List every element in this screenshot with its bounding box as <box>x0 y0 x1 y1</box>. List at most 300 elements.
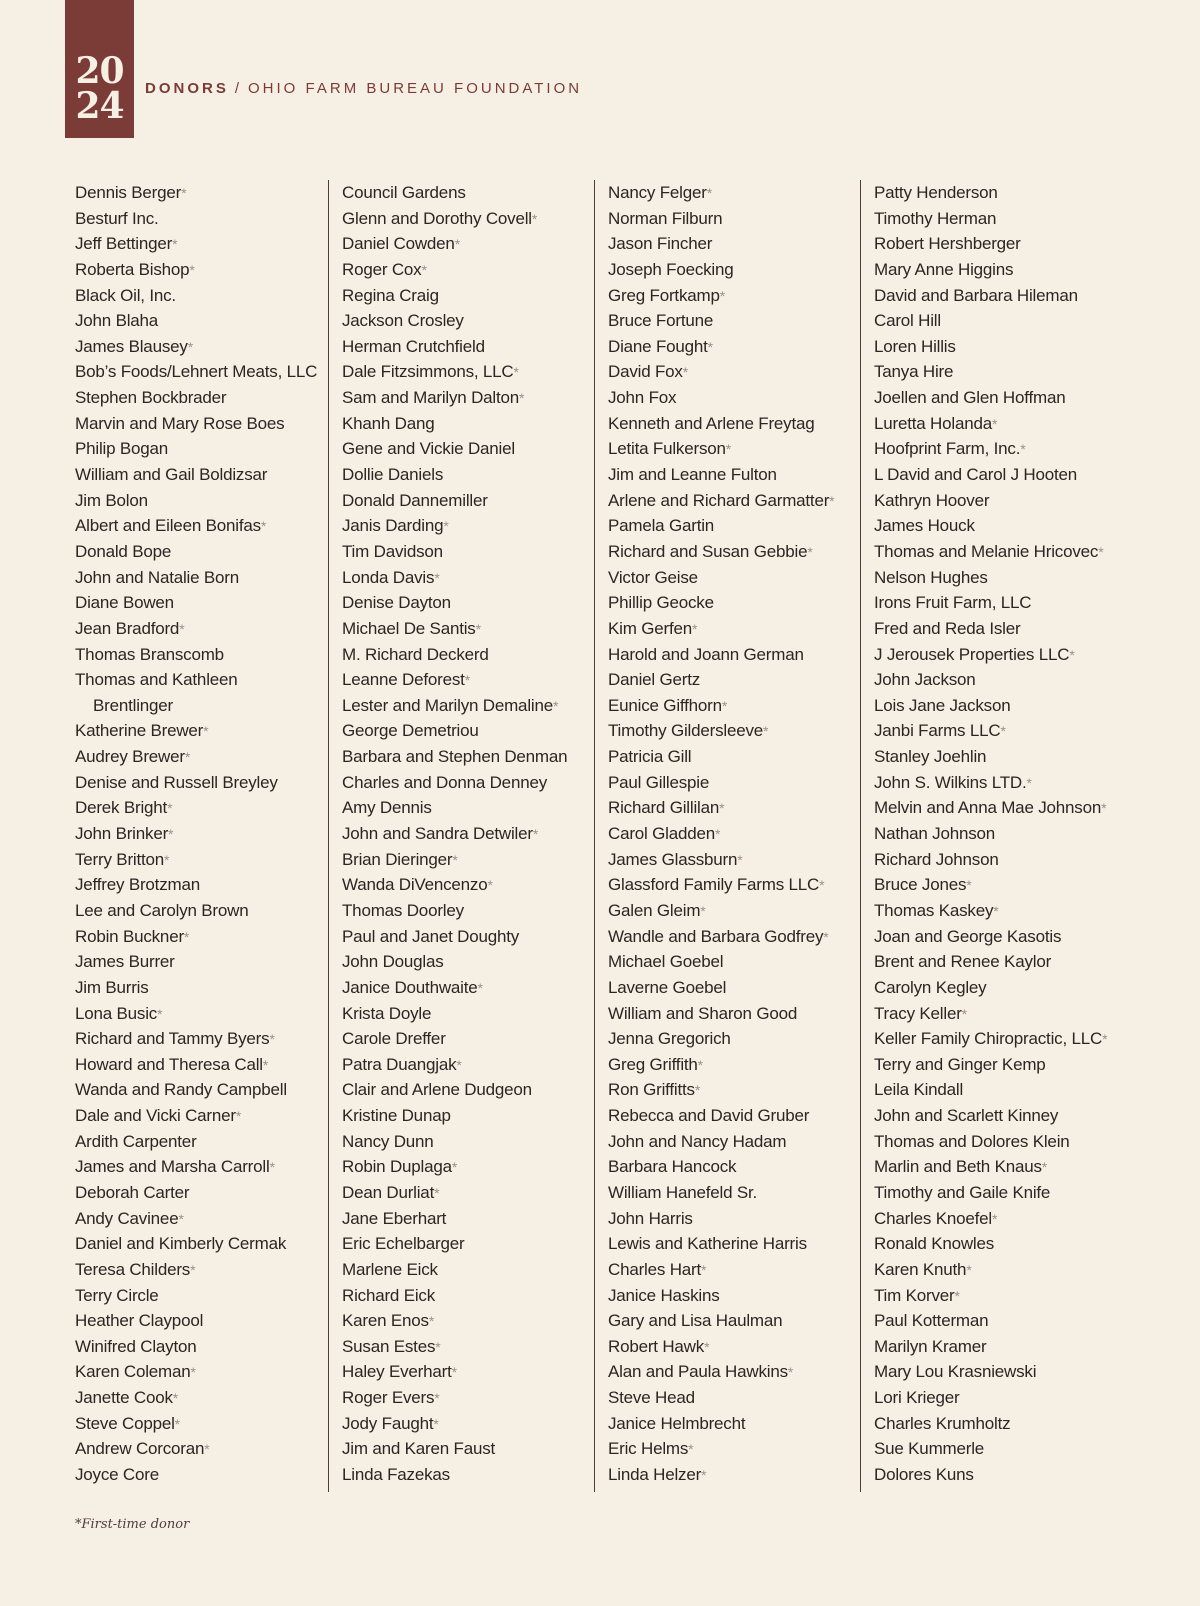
donor-name: Irons Fruit Farm, LLC <box>874 593 1032 613</box>
donor-entry <box>608 411 834 437</box>
donor-name: Roger Cox <box>342 259 422 279</box>
donor-entry <box>874 462 1107 488</box>
donor-name: Leanne Deforest <box>342 670 465 690</box>
donor-name: Glenn and Dorothy Covell <box>342 208 532 228</box>
first-time-donor-mark: * <box>452 851 458 868</box>
donor-name: Marlin and Beth Knaus <box>874 1157 1042 1177</box>
donor-name: Norman Filburn <box>608 208 723 228</box>
donor-entry <box>342 744 567 770</box>
donor-entry <box>75 283 317 309</box>
donor-name: Patricia Gill <box>608 747 692 767</box>
donor-name: Jane Eberhart <box>342 1208 447 1228</box>
donor-name: Jeffrey Brotzman <box>75 875 200 895</box>
first-time-donor-mark: * <box>464 672 470 689</box>
donor-name: Michael De Santis <box>342 618 476 638</box>
donor-entry <box>608 180 834 206</box>
donor-entry <box>75 667 317 693</box>
first-time-donor-mark: * <box>487 877 493 894</box>
donor-entry <box>874 847 1107 873</box>
first-time-donor-mark: * <box>1098 543 1104 560</box>
first-time-donor-mark: * <box>475 620 481 637</box>
donor-name: Joellen and Glen Hoffman <box>874 388 1066 408</box>
first-time-donor-mark: * <box>1102 1031 1108 1048</box>
donor-entry <box>342 565 567 591</box>
donor-name: Gary and Lisa Haulman <box>608 1311 783 1331</box>
donor-name: Donald Dannemiller <box>342 490 488 510</box>
donor-entry <box>608 1129 834 1155</box>
first-time-donor-mark: * <box>513 364 519 381</box>
donor-entry <box>874 872 1107 898</box>
donor-entry <box>342 1334 567 1360</box>
donor-entry <box>75 1001 317 1027</box>
donor-name: Charles Hart <box>608 1259 702 1279</box>
header-subtitle: OHIO FARM BUREAU FOUNDATION <box>248 80 583 97</box>
donor-entry <box>342 1359 567 1385</box>
donor-name: Daniel Cowden <box>342 234 455 254</box>
donor-name: Charles and Donna Denney <box>342 772 548 792</box>
donor-entry <box>874 590 1107 616</box>
first-time-donor-mark: * <box>829 492 835 509</box>
donor-entry <box>608 1436 834 1462</box>
donor-entry <box>342 411 567 437</box>
first-time-donor-mark: * <box>694 1082 701 1099</box>
donor-name: Janbi Farms LLC <box>874 721 1001 741</box>
donor-name: Daniel Gertz <box>608 670 701 690</box>
donor-entry <box>342 924 567 950</box>
donor-name: John Brinker <box>75 824 169 844</box>
donor-entry <box>75 642 317 668</box>
donor-entry <box>342 1026 567 1052</box>
first-time-donor-mark: * <box>719 287 725 304</box>
donor-entry <box>75 206 317 232</box>
donor-entry <box>608 693 834 719</box>
donor-name: Jean Bradford <box>75 618 180 638</box>
footnote: *First-time donor <box>75 1517 190 1532</box>
first-time-donor-mark: * <box>451 1364 457 1381</box>
donor-name: Wandle and Barbara Godfrey <box>608 926 824 946</box>
donor-entry <box>874 898 1107 924</box>
first-time-donor-mark: * <box>434 569 440 586</box>
donor-name: Andy Cavinee <box>75 1208 179 1228</box>
donor-name: Luretta Holanda <box>874 413 992 433</box>
donor-entry <box>608 667 834 693</box>
donor-name: John Jackson <box>874 670 976 690</box>
donor-name: Pamela Gartin <box>608 516 715 536</box>
donor-entry <box>75 1026 317 1052</box>
donor-name: Eric Echelbarger <box>342 1234 465 1254</box>
donor-name: Jim and Karen Faust <box>342 1439 496 1459</box>
donor-entry <box>874 616 1107 642</box>
donor-name: Diane Bowen <box>75 593 174 613</box>
donor-name: Howard and Theresa Call <box>75 1054 263 1074</box>
donor-name: L David and Carol J Hooten <box>874 465 1078 485</box>
donor-name: William and Sharon Good <box>608 1003 798 1023</box>
donor-entry <box>608 1231 834 1257</box>
donor-name: Deborah Carter <box>75 1182 190 1202</box>
donor-name: Jim Bolon <box>75 490 148 510</box>
first-time-donor-mark: * <box>1101 800 1107 817</box>
donor-name: John and Scarlett Kinney <box>874 1106 1059 1126</box>
donor-name: Jim Burris <box>75 977 149 997</box>
donor-entry <box>608 1283 834 1309</box>
first-time-donor-mark: * <box>190 1364 196 1381</box>
donor-name: Richard Gillilan <box>608 798 720 818</box>
donor-entry <box>75 411 317 437</box>
donor-name: Richard and Susan Gebbie <box>608 541 808 561</box>
donor-entry <box>874 1129 1107 1155</box>
donor-entry <box>342 1052 567 1078</box>
donor-name: Roberta Bishop <box>75 259 190 279</box>
donor-name: Carolyn Kegley <box>874 977 987 997</box>
first-time-donor-mark: * <box>707 338 713 355</box>
donor-entry <box>608 1308 834 1334</box>
donor-name: J Jerousek Properties LLC <box>874 644 1070 664</box>
header-title: DONORS <box>145 80 229 97</box>
donor-entry <box>608 436 834 462</box>
first-time-donor-mark: * <box>433 1415 439 1432</box>
first-time-donor-mark: * <box>1026 774 1032 791</box>
donor-entry <box>608 924 834 950</box>
donor-entry <box>874 1308 1107 1334</box>
donor-name: Wanda DiVencenzo <box>342 875 488 895</box>
donor-name: Brentlinger <box>93 695 174 715</box>
donor-entry <box>608 1180 834 1206</box>
donor-entry <box>75 1411 317 1437</box>
donor-name: Carol Hill <box>874 311 941 331</box>
donor-entry <box>342 590 567 616</box>
donor-entry <box>342 949 567 975</box>
donor-name: Leila Kindall <box>874 1080 964 1100</box>
donor-name: Jim and Leanne Fulton <box>608 465 777 485</box>
header-separator: / <box>234 80 243 97</box>
first-time-donor-mark: * <box>456 1056 462 1073</box>
donor-entry <box>874 1001 1107 1027</box>
donor-name: David Fox <box>608 362 683 382</box>
donor-name: M. Richard Deckerd <box>342 644 489 664</box>
donor-entry <box>608 898 834 924</box>
first-time-donor-mark: * <box>190 1261 196 1278</box>
donor-name: Janis Darding <box>342 516 444 536</box>
donor-entry <box>342 513 567 539</box>
donor-name: Kenneth and Arlene Freytag <box>608 413 815 433</box>
donor-name: Dale and Vicki Carner <box>75 1106 236 1126</box>
donor-name: Roger Evers <box>342 1388 435 1408</box>
donor-entry <box>342 385 567 411</box>
first-time-donor-mark: * <box>172 236 178 253</box>
donor-name: Keller Family Chiropractic, LLC <box>874 1029 1103 1049</box>
donor-entry <box>608 359 834 385</box>
first-time-donor-mark: * <box>688 1441 694 1458</box>
donor-column-2 <box>328 180 567 1492</box>
donor-entry <box>874 1154 1107 1180</box>
donor-name: Ardith Carpenter <box>75 1131 197 1151</box>
donor-name: Albert and Eileen Bonifas <box>75 516 261 536</box>
donor-entry <box>874 1359 1107 1385</box>
donor-entry <box>75 1052 317 1078</box>
donor-name: James Glassburn <box>608 849 738 869</box>
donor-entry <box>874 411 1107 437</box>
donor-entry <box>874 1334 1107 1360</box>
donor-entry <box>874 565 1107 591</box>
donor-name: Bruce Fortune <box>608 311 714 331</box>
donor-name: Denise and Russell Breyley <box>75 772 278 792</box>
donor-name: Bruce Jones <box>874 875 967 895</box>
donor-name: Nelson Hughes <box>874 567 988 587</box>
donor-entry <box>75 616 317 642</box>
donor-name: Teresa Childers <box>75 1259 191 1279</box>
donor-name: Haley Everhart <box>342 1362 452 1382</box>
donor-name: Gene and Vickie Daniel <box>342 439 515 459</box>
donor-entry <box>342 770 567 796</box>
donor-entry <box>75 898 317 924</box>
donor-entry <box>608 308 834 334</box>
donor-entry <box>608 949 834 975</box>
donor-name: Kathryn Hoover <box>874 490 990 510</box>
donor-entry <box>608 1206 834 1232</box>
donor-entry <box>75 385 317 411</box>
donor-entry <box>342 206 567 232</box>
first-time-donor-mark: * <box>966 1261 972 1278</box>
donor-entry <box>75 308 317 334</box>
donor-entry <box>342 539 567 565</box>
first-time-donor-mark: * <box>706 185 712 201</box>
first-time-donor-mark: * <box>157 1005 163 1022</box>
first-time-donor-mark: * <box>164 851 170 868</box>
donor-name: Black Oil, Inc. <box>75 285 176 305</box>
donor-entry <box>342 1180 567 1206</box>
first-time-donor-mark: * <box>178 1210 184 1227</box>
donor-name: Paul Kotterman <box>874 1311 989 1331</box>
donor-entry <box>608 1359 834 1385</box>
donor-name: Tanya Hire <box>874 362 954 382</box>
donor-entry <box>75 1129 317 1155</box>
donor-name: Thomas and Dolores Klein <box>874 1131 1070 1151</box>
donor-name: Council Gardens <box>342 183 466 202</box>
donor-name: Patty Henderson <box>874 183 998 202</box>
donor-entry <box>342 359 567 385</box>
donor-entry <box>874 949 1107 975</box>
donor-entry <box>75 1103 317 1129</box>
donor-entry <box>342 1436 567 1462</box>
donor-entry <box>75 462 317 488</box>
donor-name: Tim Korver <box>874 1285 955 1305</box>
first-time-donor-mark: * <box>701 1467 707 1484</box>
donor-name: Phillip Geocke <box>608 593 714 613</box>
donor-entry <box>342 180 567 206</box>
first-time-donor-mark: * <box>184 749 191 766</box>
first-time-donor-mark: * <box>181 185 187 201</box>
donor-name: Dollie Daniels <box>342 465 444 485</box>
donor-name: Eric Helms <box>608 1439 689 1459</box>
donor-entry <box>342 462 567 488</box>
donor-name: Philip Bogan <box>75 439 169 459</box>
first-time-donor-mark: * <box>704 1338 710 1355</box>
donor-entry <box>874 308 1107 334</box>
donor-entry <box>608 975 834 1001</box>
donor-entry <box>342 1231 567 1257</box>
donor-entry <box>608 1334 834 1360</box>
donor-name: Stanley Joehlin <box>874 747 987 767</box>
first-time-donor-mark: * <box>682 364 688 381</box>
donor-entry <box>75 1462 317 1488</box>
donor-entry <box>874 642 1107 668</box>
donor-entry <box>608 1077 834 1103</box>
donor-name: Dean Durliat <box>342 1182 435 1202</box>
donor-name: Thomas Branscomb <box>75 644 224 664</box>
donor-entry <box>342 1385 567 1411</box>
first-time-donor-mark: * <box>172 1390 179 1407</box>
first-time-donor-mark: * <box>715 826 721 843</box>
first-time-donor-mark: * <box>721 697 728 714</box>
donor-entry <box>342 1308 567 1334</box>
donor-entry <box>608 231 834 257</box>
first-time-donor-mark: * <box>763 723 769 740</box>
donor-name: Derek Bright <box>75 798 168 818</box>
donor-name: Fred and Reda Isler <box>874 618 1021 638</box>
donor-name: Dennis Berger <box>75 183 182 202</box>
donor-name: Regina Craig <box>342 285 439 305</box>
first-time-donor-mark: * <box>1069 646 1075 663</box>
donor-name: Kim Gerfen <box>608 618 692 638</box>
donor-name: John and Nancy Hadam <box>608 1131 787 1151</box>
donor-entry <box>342 821 567 847</box>
first-time-donor-mark: * <box>691 620 698 637</box>
donor-entry <box>874 231 1107 257</box>
donor-name: Thomas and Melanie Hricovec <box>874 541 1099 561</box>
first-time-donor-mark: * <box>966 877 972 894</box>
donor-entry <box>75 718 317 744</box>
donor-entry <box>75 257 317 283</box>
donor-entry <box>342 1129 567 1155</box>
first-time-donor-mark: * <box>454 236 460 253</box>
donor-entry <box>608 872 834 898</box>
donor-name: Melvin and Anna Mae Johnson <box>874 798 1102 818</box>
donor-name: Daniel and Kimberly Cermak <box>75 1234 287 1254</box>
first-time-donor-mark: * <box>954 1287 960 1304</box>
donor-entry <box>874 257 1107 283</box>
donor-name: Lois Jane Jackson <box>874 695 1011 715</box>
first-time-donor-mark: * <box>1000 723 1006 740</box>
donor-name: Herman Crutchfield <box>342 336 485 356</box>
donor-name: John Harris <box>608 1208 693 1228</box>
first-time-donor-mark: * <box>519 390 525 407</box>
donor-name: Nancy Felger <box>608 183 707 202</box>
donor-entry <box>874 975 1107 1001</box>
donor-entry <box>342 616 567 642</box>
donor-entry <box>608 821 834 847</box>
first-time-donor-mark: * <box>187 338 193 355</box>
donor-name: Janice Douthwaite <box>342 977 478 997</box>
donor-entry <box>75 1257 317 1283</box>
donor-entry <box>874 1231 1107 1257</box>
donor-name: Diane Fought <box>608 336 708 356</box>
first-time-donor-mark: * <box>260 518 267 535</box>
donor-name: Thomas and Kathleen <box>75 670 238 690</box>
first-time-donor-mark: * <box>235 1108 242 1125</box>
donor-name: Galen Gleim <box>608 900 701 920</box>
donor-entry <box>342 1257 567 1283</box>
donor-name: Mary Anne Higgins <box>874 259 1014 279</box>
donor-entry <box>874 1436 1107 1462</box>
donor-name: Steve Head <box>608 1388 695 1408</box>
donor-name: James Houck <box>874 516 975 536</box>
first-time-donor-mark: * <box>531 210 538 227</box>
donor-entry <box>75 1206 317 1232</box>
donor-entry <box>75 590 317 616</box>
first-time-donor-mark: * <box>167 800 173 817</box>
first-time-donor-mark: * <box>443 518 449 535</box>
donor-name: Carol Gladden <box>608 824 716 844</box>
donor-name: Tim Davidson <box>342 541 443 561</box>
donor-name: Sue Kummerle <box>874 1439 985 1459</box>
first-time-donor-mark: * <box>269 1031 275 1048</box>
donor-entry <box>75 1231 317 1257</box>
donor-entry <box>608 718 834 744</box>
donor-entry <box>608 565 834 591</box>
year-bottom: 24 <box>75 85 124 127</box>
donor-entry <box>608 590 834 616</box>
donor-entry <box>342 847 567 873</box>
donor-entry <box>874 924 1107 950</box>
donor-name: Charles Krumholtz <box>874 1413 1011 1433</box>
donor-entry <box>608 488 834 514</box>
donor-entry <box>874 821 1107 847</box>
first-time-donor-mark: * <box>477 979 483 996</box>
donor-name: Jeff Bettinger <box>75 234 173 254</box>
donor-entry <box>75 513 317 539</box>
donor-entry <box>874 488 1107 514</box>
donor-entry <box>342 1411 567 1437</box>
donor-name: Karen Knuth <box>874 1259 967 1279</box>
donor-name: Nancy Dunn <box>342 1131 434 1151</box>
donor-name: Ronald Knowles <box>874 1234 995 1254</box>
donor-entry <box>342 488 567 514</box>
donor-name: Stephen Bockbrader <box>75 388 227 408</box>
donor-name: John Douglas <box>342 952 444 972</box>
donor-name: Khanh Dang <box>342 413 435 433</box>
donor-name: Amy Dennis <box>342 798 432 818</box>
donor-entry <box>75 359 317 385</box>
first-time-donor-mark: * <box>262 1056 269 1073</box>
donor-name: John S. Wilkins LTD. <box>874 772 1027 792</box>
donor-entry <box>342 231 567 257</box>
donor-entry <box>874 1411 1107 1437</box>
donor-entry <box>874 1257 1107 1283</box>
donor-entry <box>75 924 317 950</box>
donor-entry <box>608 283 834 309</box>
donor-name: Laverne Goebel <box>608 977 727 997</box>
donor-entry <box>75 975 317 1001</box>
donor-entry <box>75 1180 317 1206</box>
donor-name: Eunice Giffhorn <box>608 695 722 715</box>
first-time-donor-mark: * <box>189 261 195 278</box>
donor-entry <box>75 1359 317 1385</box>
donor-name: Richard Johnson <box>874 849 999 869</box>
first-time-donor-mark: * <box>697 1056 703 1073</box>
donor-entry <box>342 1001 567 1027</box>
donor-entry <box>608 770 834 796</box>
donor-name: Richard and Tammy Byers <box>75 1029 270 1049</box>
donor-name: Sam and Marilyn Dalton <box>342 388 520 408</box>
donor-name: Thomas Doorley <box>342 900 464 920</box>
donor-name: Nathan Johnson <box>874 824 996 844</box>
donor-entry <box>874 693 1107 719</box>
donor-name: Jason Fincher <box>608 234 713 254</box>
donor-entry <box>608 1103 834 1129</box>
donor-columns <box>0 180 1200 1492</box>
donor-entry <box>75 821 317 847</box>
donor-entry <box>874 1283 1107 1309</box>
